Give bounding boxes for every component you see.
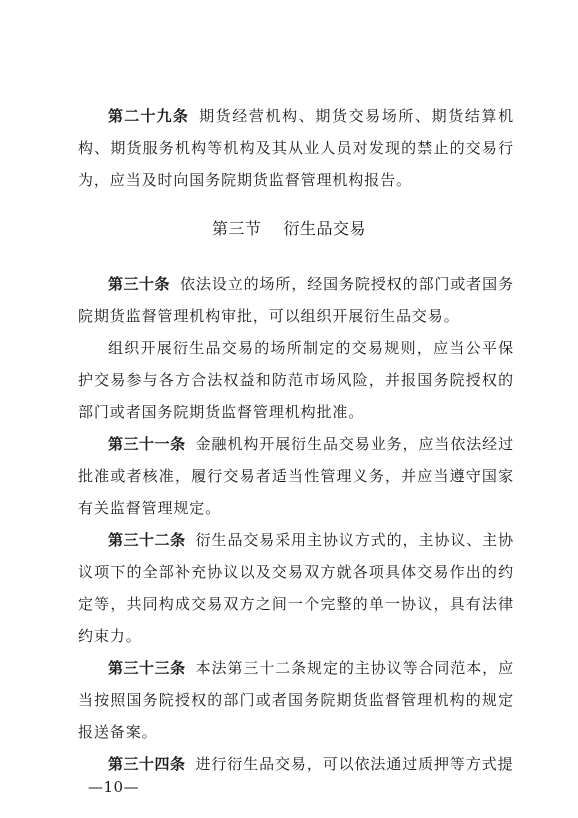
article-31-number: 第三十一条 <box>108 435 186 453</box>
article-29-paragraph <box>78 100 514 196</box>
article-30-text: 依法设立的场所，经国务院授权的部门或者国务院期货监督管理机构审批，可以组织开展衍生品交易。 <box>78 275 514 325</box>
article-33-text: 本法第三十二条规定的主协议等合同范本，应当按照国务院授权的部门或者国务院期货监督管理机构的规定报送备案。 <box>78 659 514 741</box>
article-29 <box>78 100 514 196</box>
section-heading <box>0 216 578 239</box>
article-32-text: 衍生品交易采用主协议方式的，主协议、主协议项下的全部补充协议以及交易双方就各项具体交易作出的约定等，共同构成交易双方之间一个完整的单一协议，具有法律约束力。 <box>78 531 514 645</box>
section-title: 衍生品交易 <box>283 219 367 238</box>
article-30-paragraph-2: 组织开展衍生品交易的场所制定的交易规则，应当公平保护交易参与各方合法权益和防范市场风险，并报国务院授权的部门或者国务院期货监督管理机构批准。 <box>78 339 514 421</box>
articles-body <box>78 268 514 780</box>
article-30-number: 第三十条 <box>108 275 171 293</box>
article-32-paragraph <box>78 524 514 652</box>
article-33-paragraph <box>78 652 514 748</box>
article-34-paragraph <box>78 748 514 780</box>
article-34-text: 进行衍生品交易，可以依法通过质押等方式提 <box>195 755 514 773</box>
section-number: 第三节 <box>211 219 262 238</box>
article-32-number: 第三十二条 <box>108 531 186 549</box>
article-31-paragraph <box>78 428 514 524</box>
article-31-text: 金融机构开展衍生品交易业务，应当依法经过批准或者核准，履行交易者适当性管理义务，并应当遵守国家有关监督管理规定。 <box>78 435 514 517</box>
article-33-number: 第三十三条 <box>108 659 186 677</box>
article-29-text: 期货经营机构、期货交易场所、期货结算机构、期货服务机构等机构及其从业人员对发现的禁止的交易行为，应当及时向国务院期货监督管理机构报告。 <box>78 107 514 189</box>
article-30-paragraph <box>78 268 514 332</box>
page-number: —10— <box>88 778 140 796</box>
article-34-number: 第三十四条 <box>108 755 186 773</box>
article-29-number: 第二十九条 <box>108 107 190 125</box>
